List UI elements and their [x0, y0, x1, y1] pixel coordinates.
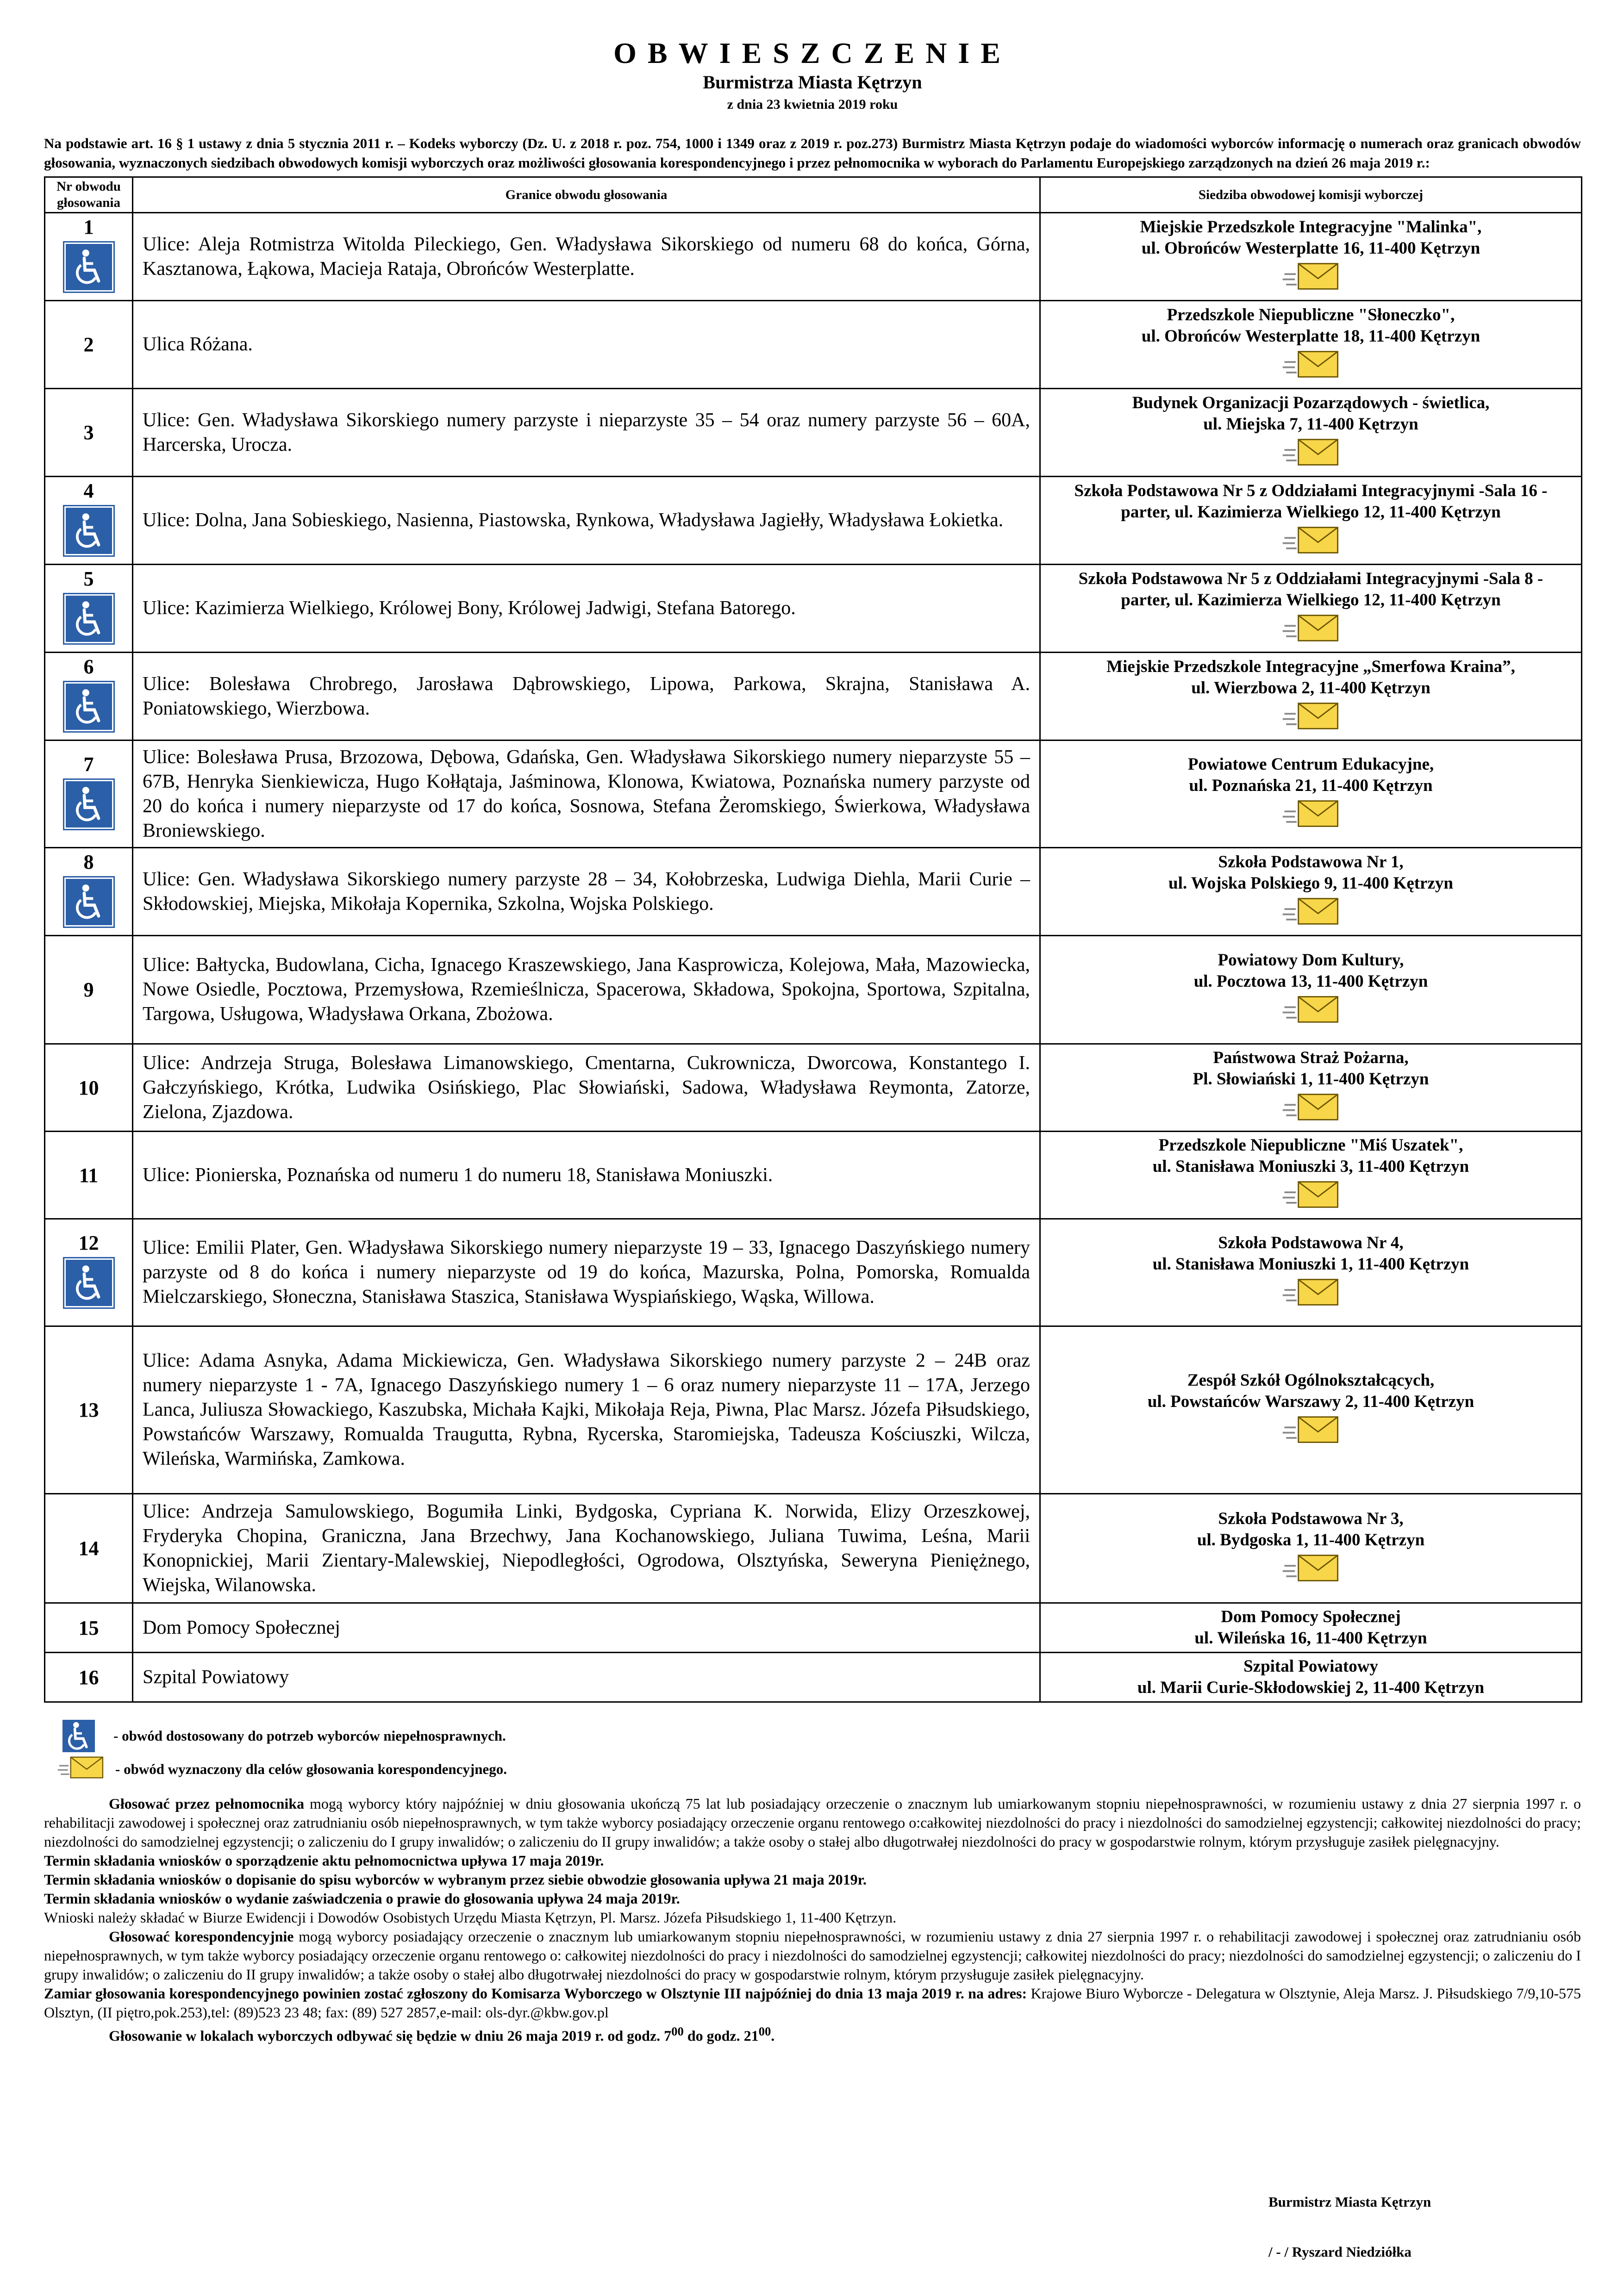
district-streets: Ulice: Bałtycka, Budowlana, Cicha, Ignacego Kraszewskiego, Jana Kasprowicza, Kolejowa, Mała, Mazowiecka, Nowe Osiedle, Pocztowa, Przemysłowa, Rzemieślnicza, Spacerowa, Składowa, Spokojna, Sportowa, Szpitalna, Targowa, Usługowa, Władysława Orkana, Zbożowa.: [133, 936, 1040, 1044]
table-row: [45, 848, 1582, 936]
signature-role: Burmistrz Miasta Kętrzyn: [1268, 2194, 1431, 2210]
commission-seat-cell: [1040, 1044, 1582, 1132]
seat-name: Miejskie Przedszkole Integracyjne „Smerfowa Kraina”,: [1106, 657, 1515, 676]
district-number-cell: [45, 1653, 133, 1702]
district-streets: Ulice: Gen. Władysława Sikorskiego numery parzyste i nieparzyste 35 – 54 oraz numery parzyste 56 – 60A, Harcerska, Urocza.: [133, 389, 1040, 477]
seat-name: Szkoła Podstawowa Nr 5 z Oddziałami Integracyjnymi -Sala 16 -: [1074, 481, 1548, 500]
district-number: 3: [83, 421, 94, 444]
district-streets: Ulice: Aleja Rotmistrza Witolda Pileckiego, Gen. Władysława Sikorskiego od numeru 68 do końca, Górna, Kasztanowa, Łąkowa, Macieja Rataja, Obrońców Westerplatte.: [133, 213, 1040, 301]
seat-name: Szkoła Podstawowa Nr 5 z Oddziałami Integracyjnymi -Sala 8 -: [1078, 569, 1543, 588]
table-row: [45, 1326, 1582, 1494]
wheelchair-icon: [64, 506, 113, 555]
header-granice: Granice obwodu głosowania: [133, 177, 1040, 213]
district-streets: Ulice: Emilii Plater, Gen. Władysława Sikorskiego numery nieparzyste 19 – 33, Ignacego Daszyńskiego numery parzyste od 8 do końca i numery nieparzyste od 19 do końca, Mazurska, Polna, Pomorska, Romualda Mielczarskiego, Słoneczna, Stanisława Staszica, Stanisława Wyspiańskiego, Wąska, Willowa.: [133, 1219, 1040, 1326]
district-number-cell: [45, 1219, 133, 1326]
header-siedziba: Siedziba obwodowej komisji wyborczej: [1040, 177, 1582, 213]
district-streets: Ulice: Kazimierza Wielkiego, Królowej Bony, Królowej Jadwigi, Stefana Batorego.: [133, 565, 1040, 653]
notification-lead: Zamiar głosowania korespondencyjnego powinien zostać zgłoszony do Komisarza Wyborczego w Olsztynie III najpóźniej do dnia 13 maja 2019 r. na adres:: [44, 1985, 1027, 2002]
envelope-icon: [1045, 1179, 1576, 1215]
table-row: [45, 565, 1582, 653]
body-text: [44, 1794, 1581, 2046]
seat-name: Budynek Organizacji Pozarządowych - świetlica,: [1132, 393, 1490, 412]
table-row: [45, 213, 1582, 301]
seat-name: Powiatowy Dom Kultury,: [1218, 950, 1404, 970]
envelope-icon: [1045, 261, 1576, 297]
district-number-cell: [45, 389, 133, 477]
wheelchair-icon: [64, 682, 113, 731]
commission-seat-cell: [1040, 740, 1582, 848]
district-number: 6: [83, 655, 94, 678]
commission-seat-cell: [1040, 1653, 1582, 1702]
district-number: 16: [78, 1666, 99, 1689]
commission-seat-cell: [1040, 477, 1582, 565]
proxy-text: mogą wyborcy który najpóźniej w dniu głosowania ukończą 75 lat lub posiadający orzeczenie o znacznym lub umiarkowanym stopniu niepełnosprawności, w rozumieniu ustawy z dnia 27 sierpnia 1997 r. o rehabilitacji zawodowej i społecznej oraz zatrudnianiu osób niepełnosprawnych, w tym także wyborcy posiadający orzeczenie organu rentowego o:całkowitej niezdolności do pracy i niezdolności do samodzielnej egzystencji; całkowitej niezdolności do pracy; niezdolności do samodzielnej egzystencji; o zaliczeniu do I grupy inwalidów; o zaliczeniu do II grupy inwalidów; a także osoby o stałej albo długotrwałej niezdolności do pracy w gospodarstwie rolnym, którym przysługuje zasiłek pielęgnacyjny.: [44, 1795, 1581, 1850]
wheelchair-icon: [64, 877, 113, 927]
seat-address: ul. Bydgoska 1, 11-400 Kętrzyn: [1197, 1530, 1425, 1549]
seat-address: ul. Stanisława Moniuszki 3, 11-400 Kętrzyn: [1152, 1157, 1469, 1176]
commission-seat-cell: [1040, 653, 1582, 740]
district-streets: Ulice: Adama Asnyka, Adama Mickiewicza, Gen. Władysława Sikorskiego numery parzyste 2 – 24B oraz numery nieparzyste 1 - 7A, Ignacego Daszyńskiego numery 1 – 6 oraz numery nieparzyste 11 – 17A, Jerzego Lanca, Juliusza Słowackiego, Kaszubska, Michała Kajki, Mikołaja Reja, Piwna, Plac Marsz. Józefa Piłsudskiego, Powstańców Warszawy, Romualda Traugutta, Rybna, Rycerska, Staromiejska, Tadeusza Kościuszki, Wilcza, Wileńska, Warmińska, Zamkowa.: [133, 1326, 1040, 1494]
district-streets: Ulice: Pionierska, Poznańska od numeru 1 do numeru 18, Stanisława Moniuszki.: [133, 1132, 1040, 1219]
envelope-icon: [1045, 1092, 1576, 1128]
envelope-icon: [1045, 701, 1576, 737]
district-number: 5: [83, 567, 94, 590]
table-row: [45, 477, 1582, 565]
seat-address: ul. Powstańców Warszawy 2, 11-400 Kętrzyn: [1147, 1392, 1474, 1411]
document-subtitle: Burmistrza Miasta Kętrzyn: [703, 72, 922, 93]
district-number: 12: [78, 1231, 99, 1254]
mail-vote-text: mogą wyborcy posiadający orzeczenie o znacznym lub umiarkowanym stopniu niepełnosprawności, w rozumieniu ustawy z dnia 27 sierpnia 1997 r. o rehabilitacji zawodowej i społecznej oraz zatrudnianiu osób niepełnosprawnych, w tym także wyborcy posiadający orzeczenie organu rentowego o: całkowitej niezdolności do pracy i niezdolności do samodzielnej egzystencji; całkowitej niezdolności do pracy; niezdolności do samodzielnej egzystencji; o zaliczeniu do I grupy inwalidów; o zaliczeniu do II grupy inwalidów; a także osoby o stałej albo długotrwałej niezdolności do pracy w gospodarstwie rolnym, którym przysługuje zasiłek pielęgnacyjny.: [44, 1928, 1581, 1983]
envelope-icon: [1045, 798, 1576, 834]
table-row: [45, 1132, 1582, 1219]
district-number-cell: [45, 477, 133, 565]
envelope-icon: [58, 1755, 104, 1784]
seat-address: ul. Wierzbowa 2, 11-400 Kętrzyn: [1191, 678, 1430, 697]
district-streets: Szpital Powiatowy: [133, 1653, 1040, 1702]
envelope-icon: [1045, 1277, 1576, 1313]
commission-seat-cell: [1040, 936, 1582, 1044]
district-number: 9: [83, 978, 94, 1002]
seat-name: Miejskie Przedszkole Integracyjne "Malinka",: [1140, 217, 1482, 236]
district-number-cell: [45, 1326, 133, 1494]
seat-address: ul. Obrońców Westerplatte 18, 11-400 Kętrzyn: [1141, 326, 1480, 346]
commission-seat-cell: [1040, 1494, 1582, 1603]
seat-name: Szpital Powiatowy: [1243, 1657, 1378, 1676]
envelope-icon: [1045, 525, 1576, 561]
district-number: 15: [78, 1616, 99, 1639]
seat-address: ul. Miejska 7, 11-400 Kętrzyn: [1203, 414, 1418, 434]
district-streets: Ulice: Andrzeja Struga, Bolesława Limanowskiego, Cmentarna, Cukrownicza, Dworcowa, Konstantego I. Gałczyńskiego, Krótka, Ludwika Osińskiego, Plac Słowiański, Sadowa, Władysława Reymonta, Zatorze, Zielona, Zjazdowa.: [133, 1044, 1040, 1132]
table-row: [45, 740, 1582, 848]
wheelchair-icon: [64, 780, 113, 829]
district-number: 8: [83, 850, 94, 873]
district-streets: Ulica Różana.: [133, 301, 1040, 389]
notification-text: Krajowe Biuro Wyborcze - Delegatura w Olsztynie, Aleja Marsz. J. Piłsudskiego 7/9,10-575 Olsztyn, (II piętro,pok.253),tel: (89)523 23 48; fax: (89) 527 2857,e-mail: ols-dyr.@kbw.gov.pl: [44, 1985, 1581, 2021]
seat-address: ul. Stanisława Moniuszki 1, 11-400 Kętrzyn: [1152, 1254, 1469, 1274]
table-row: [45, 936, 1582, 1044]
seat-name: Dom Pomocy Społecznej: [1221, 1607, 1401, 1627]
district-number-cell: [45, 301, 133, 389]
table-body: [45, 213, 1582, 1702]
legend: [44, 1719, 1581, 1786]
seat-address: ul. Poznańska 21, 11-400 Kętrzyn: [1189, 776, 1433, 795]
seat-name: Zespół Szkół Ogólnokształcących,: [1187, 1370, 1435, 1390]
district-number-cell: [45, 213, 133, 301]
commission-seat-cell: [1040, 565, 1582, 653]
district-number: 10: [78, 1076, 99, 1099]
district-number-cell: [45, 936, 133, 1044]
mail-vote-paragraph: [44, 1927, 1581, 1984]
district-streets: Dom Pomocy Społecznej: [133, 1603, 1040, 1653]
wheelchair-icon: [64, 1258, 113, 1307]
district-number: 2: [83, 333, 94, 356]
commission-seat-cell: [1040, 848, 1582, 936]
commission-seat-cell: [1040, 1132, 1582, 1219]
seat-name: Szkoła Podstawowa Nr 4,: [1218, 1233, 1404, 1252]
notification-paragraph: [44, 1984, 1581, 2022]
table-row: [45, 389, 1582, 477]
district-number: 11: [79, 1164, 99, 1187]
table-row: [45, 301, 1582, 389]
envelope-icon: [1045, 349, 1576, 385]
legend-accessible-text: - obwód dostosowany do potrzeb wyborców niepełnosprawnych.: [113, 1728, 506, 1744]
district-streets: Ulice: Andrzeja Samulowskiego, Bogumiła Linki, Bydgoska, Cypriana K. Norwida, Elizy Orzeszkowej, Fryderyka Chopina, Graniczna, Jana Brzechwy, Jana Kochanowskiego, Juliana Tuwima, Leśna, Marii Konopnickiej, Marii Zientary-Malewskiej, Niepodległości, Ogrodowa, Olsztyńska, Seweryna Pieniężnego, Wiejska, Wilanowska.: [133, 1494, 1040, 1603]
document-page: [44, 37, 1581, 2046]
table-row: [45, 1044, 1582, 1132]
district-number-cell: [45, 565, 133, 653]
commission-seat-cell: [1040, 1326, 1582, 1494]
seat-name: Przedszkole Niepubliczne "Miś Uszatek",: [1158, 1136, 1463, 1155]
envelope-icon: [1045, 1414, 1576, 1450]
envelope-icon: [1045, 613, 1576, 649]
seat-name: Powiatowe Centrum Edukacyjne,: [1187, 754, 1434, 774]
table-row: [45, 1219, 1582, 1326]
district-number-cell: [45, 1132, 133, 1219]
deadline-2: Termin składania wniosków o dopisanie do spisu wyborców w wybranym przez siebie obwodzie głosowania upływa 21 maja 2019r.: [44, 1871, 867, 1888]
seat-address: ul. Wileńska 16, 11-400 Kętrzyn: [1194, 1629, 1427, 1648]
seat-address: ul. Pocztowa 13, 11-400 Kętrzyn: [1193, 971, 1428, 991]
wheelchair-icon: [64, 243, 113, 292]
seat-address: ul. Obrońców Westerplatte 16, 11-400 Kętrzyn: [1141, 238, 1480, 258]
district-number: 1: [83, 215, 94, 238]
seat-name: Szkoła Podstawowa Nr 3,: [1218, 1509, 1404, 1528]
district-number-cell: [45, 848, 133, 936]
commission-seat-cell: [1040, 213, 1582, 301]
header-nr: Nr obwodu głosowania: [45, 177, 133, 213]
table-header-row: [45, 177, 1582, 213]
table-row: [45, 1494, 1582, 1603]
envelope-icon: [1045, 1553, 1576, 1589]
intro-paragraph: Na podstawie art. 16 § 1 ustawy z dnia 5 stycznia 2011 r. – Kodeks wyborczy (Dz. U. z 2018 r. poz. 754, 1000 i 1349 oraz z 2019 r. poz.273) Burmistrz Miasta Kętrzyn podaje do wiadomości wyborców informację o numerach oraz granicach obwodów głosowania, wyznaczonych siedzibach obwodowych komisji wyborczych oraz możliwości głosowania korespondencyjnego i przez pełnomocnika w wyborach do Parlamentu Europejskiego zarządzonych na dzień 26 maja 2019 r.:: [44, 135, 1581, 171]
document-date: z dnia 23 kwietnia 2019 roku: [727, 97, 898, 112]
district-number: 4: [83, 479, 94, 502]
mail-vote-lead: Głosować korespondencyjnie: [109, 1928, 294, 1945]
voting-hours: Głosowanie w lokalach wyborczych odbywać się będzie w dniu 26 maja 2019 r. od godz. $7^{00}$ do godz. $21^{00}$.: [109, 2024, 775, 2045]
commission-seat-cell: [1040, 389, 1582, 477]
envelope-icon: [1045, 896, 1576, 932]
legend-mail-text: - obwód wyznaczony dla celów głosowania korespondencyjnego.: [115, 1761, 507, 1778]
seat-address: ul. Marii Curie-Skłodowskiej 2, 11-400 Kętrzyn: [1137, 1678, 1485, 1698]
wnioski-paragraph: Wnioski należy składać w Biurze Ewidencji i Dowodów Osobistych Urzędu Miasta Kętrzyn, Pl. Marsz. Józefa Piłsudskiego 1, 11-400 Kętrzyn.: [44, 1909, 897, 1926]
district-number-cell: [45, 653, 133, 740]
district-number-cell: [45, 1494, 133, 1603]
district-number: 14: [78, 1537, 99, 1560]
districts-table: [44, 176, 1582, 1703]
table-row: [45, 1603, 1582, 1653]
table-row: [45, 1653, 1582, 1702]
deadline-1: Termin składania wniosków o sporządzenie aktu pełnomocnictwa upływa 17 maja 2019r.: [44, 1852, 604, 1869]
legend-mail: [44, 1753, 1581, 1786]
district-number-cell: [45, 1044, 133, 1132]
table-row: [45, 653, 1582, 740]
proxy-paragraph: [44, 1794, 1581, 1851]
envelope-icon: [1045, 437, 1576, 473]
seat-name: Szkoła Podstawowa Nr 1,: [1218, 852, 1404, 871]
district-number: 13: [78, 1399, 99, 1422]
commission-seat-cell: [1040, 1219, 1582, 1326]
seat-address: ul. Wojska Polskiego 9, 11-400 Kętrzyn: [1168, 873, 1453, 893]
seat-name: Państwowa Straż Pożarna,: [1213, 1048, 1409, 1068]
seat-address: parter, ul. Kazimierza Wielkiego 12, 11-400 Kętrzyn: [1121, 502, 1501, 522]
commission-seat-cell: [1040, 1603, 1582, 1653]
commission-seat-cell: [1040, 301, 1582, 389]
district-number-cell: [45, 1603, 133, 1653]
wheelchair-icon: [64, 594, 113, 643]
district-number: 7: [83, 753, 94, 776]
district-streets: Ulice: Gen. Władysława Sikorskiego numery parzyste 28 – 34, Kołobrzeska, Ludwiga Diehla, Marii Curie – Skłodowskiej, Miejska, Mikołaja Kopernika, Szkolna, Wojska Polskiego.: [133, 848, 1040, 936]
seat-address: Pl. Słowiański 1, 11-400 Kętrzyn: [1193, 1070, 1429, 1089]
signature-name: / - / Ryszard Niedziółka: [1268, 2244, 1412, 2260]
envelope-icon: [1045, 994, 1576, 1030]
district-number-cell: [45, 740, 133, 848]
proxy-lead: Głosować przez pełnomocnika: [109, 1795, 305, 1812]
district-streets: Ulice: Bolesława Prusa, Brzozowa, Dębowa, Gdańska, Gen. Władysława Sikorskiego numery nieparzyste 55 – 67B, Henryka Sienkiewicza, Hugo Kołłątaja, Jaśminowa, Klonowa, Kwiatowa, Poznańska numery parzyste od 20 do końca i numery nieparzyste od 17 do końca, Sosnowa, Stefana Żeromskiego, Świerkowa, Władysława Broniewskiego.: [133, 740, 1040, 848]
district-streets: Ulice: Bolesława Chrobrego, Jarosława Dąbrowskiego, Lipowa, Parkowa, Skrajna, Stanisława A. Poniatowskiego, Wierzbowa.: [133, 653, 1040, 740]
seat-name: Przedszkole Niepubliczne "Słoneczko",: [1167, 305, 1455, 324]
document-title: OBWIESZCZENIE: [613, 37, 1012, 69]
district-streets: Ulice: Dolna, Jana Sobieskiego, Nasienna, Piastowska, Rynkowa, Władysława Jagiełły, Władysława Łokietka.: [133, 477, 1040, 565]
wheelchair-icon: [62, 1720, 95, 1752]
seat-address: parter, ul. Kazimierza Wielkiego 12, 11-400 Kętrzyn: [1121, 590, 1501, 610]
legend-accessible: [44, 1719, 1581, 1753]
deadline-3: Termin składania wniosków o wydanie zaświadczenia o prawie do głosowania upływa 24 maja 2019r.: [44, 1890, 680, 1907]
